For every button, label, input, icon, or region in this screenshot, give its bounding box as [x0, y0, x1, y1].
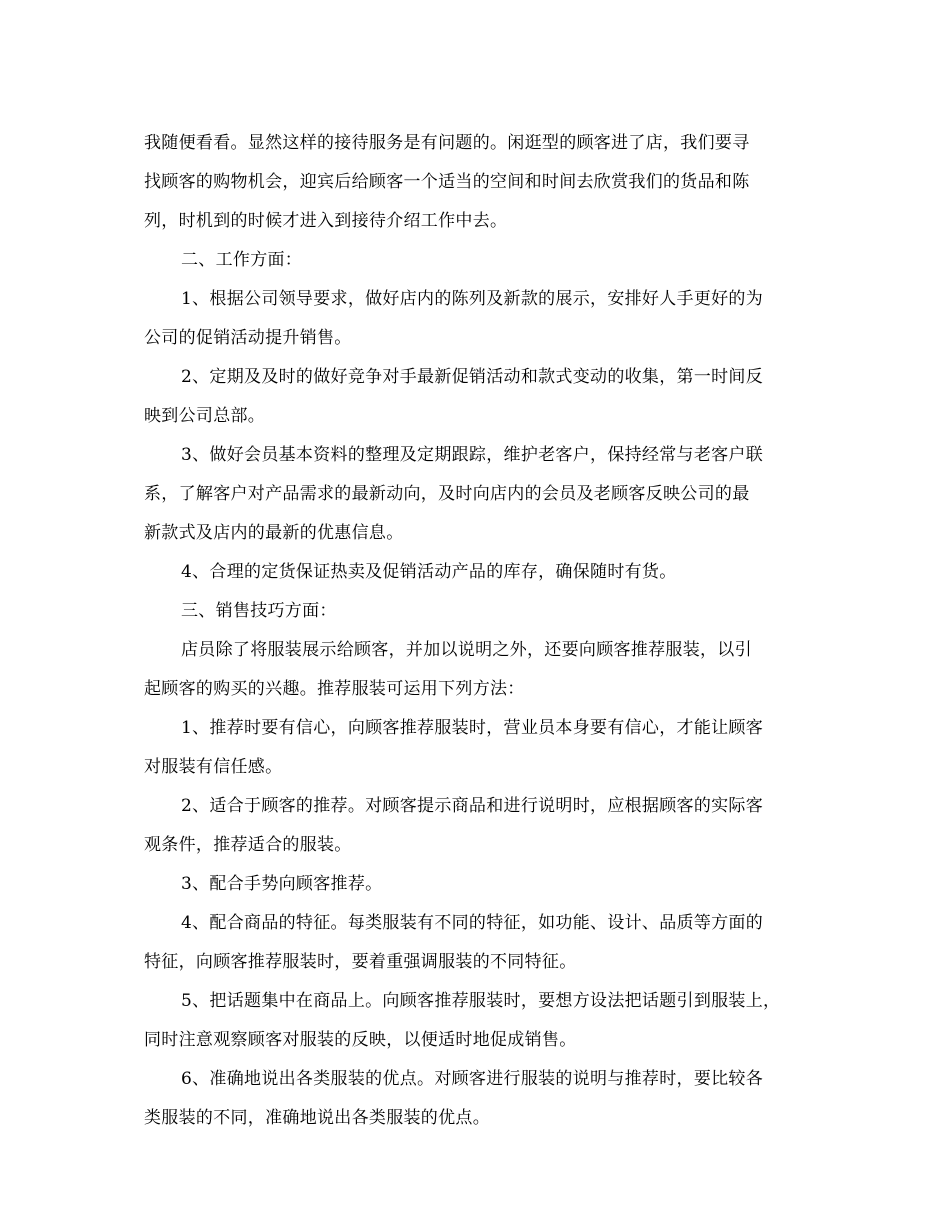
text-line: 映到公司总部。 [144, 406, 266, 426]
heading-line: 三、销售技巧方面： [181, 601, 337, 621]
text-line: 1、根据公司领导要求，做好店内的陈列及新款的展示，安排好人手更好的为 [181, 289, 764, 309]
text-line: 4、配合商品的特征。每类服装有不同的特征，如功能、设计、品质等方面的 [181, 913, 764, 933]
text-line: 4、合理的定货保证热卖及促销活动产品的库存，确保随时有货。 [181, 562, 677, 582]
paragraph-sales-item-2 [144, 787, 824, 865]
text-line: 找顾客的购物机会，迎宾后给顾客一个适当的空间和时间去欣赏我们的货品和陈 [144, 172, 750, 192]
text-line: 6、准确地说出各类服装的优点。对顾客进行服装的说明与推荐时，要比较各 [181, 1069, 764, 1089]
text-line: 对服装有信任感。 [144, 757, 283, 777]
text-line: 5、把话题集中在商品上。向顾客推荐服装时，要想方设法把话题引到服装上， [181, 991, 781, 1011]
paragraph-work-item-2 [144, 358, 824, 436]
section-heading-work [144, 241, 824, 280]
text-line: 观条件，推荐适合的服装。 [144, 835, 352, 855]
text-line: 3、做好会员基本资料的整理及定期跟踪，维护老客户，保持经常与老客户联 [181, 445, 764, 465]
text-line: 系，了解客户对产品需求的最新动向，及时向店内的会员及老顾客反映公司的最 [144, 484, 750, 504]
paragraph-sales-intro [144, 631, 824, 709]
text-line: 类服装的不同，准确地说出各类服装的优点。 [144, 1108, 490, 1128]
heading-line: 二、工作方面： [181, 250, 303, 270]
paragraph-sales-item-6 [144, 1060, 824, 1138]
text-line: 1、推荐时要有信心，向顾客推荐服装时，营业员本身要有信心，才能让顾客 [181, 718, 764, 738]
text-line: 公司的促销活动提升销售。 [144, 328, 352, 348]
text-line: 新款式及店内的最新的优惠信息。 [144, 523, 404, 543]
paragraph-sales-item-3 [144, 865, 824, 904]
text-line: 我随便看看。显然这样的接待服务是有问题的。闲逛型的顾客进了店，我们要寻 [144, 133, 750, 153]
text-line: 2、适合于顾客的推荐。对顾客提示商品和进行说明时，应根据顾客的实际客 [181, 796, 764, 816]
section-heading-sales [144, 592, 824, 631]
text-line: 店员除了将服装展示给顾客，并加以说明之外，还要向顾客推荐服装，以引 [181, 640, 752, 660]
text-line: 起顾客的购买的兴趣。推荐服装可运用下列方法： [144, 679, 525, 699]
document-body [144, 124, 824, 1138]
text-line: 同时注意观察顾客对服装的反映，以便适时地促成销售。 [144, 1030, 577, 1050]
text-line: 特征，向顾客推荐服装时，要着重强调服装的不同特征。 [144, 952, 577, 972]
paragraph-continuation [144, 124, 824, 241]
paragraph-work-item-3 [144, 436, 824, 553]
text-line: 2、定期及及时的做好竞争对手最新促销活动和款式变动的收集，第一时间反 [181, 367, 764, 387]
paragraph-work-item-1 [144, 280, 824, 358]
paragraph-sales-item-1 [144, 709, 824, 787]
paragraph-work-item-4 [144, 553, 824, 592]
text-line: 列，时机到的时候才进入到接待介绍工作中去。 [144, 211, 508, 231]
paragraph-sales-item-5 [144, 982, 824, 1060]
text-line: 3、配合手势向顾客推荐。 [181, 874, 383, 894]
paragraph-sales-item-4 [144, 904, 824, 982]
